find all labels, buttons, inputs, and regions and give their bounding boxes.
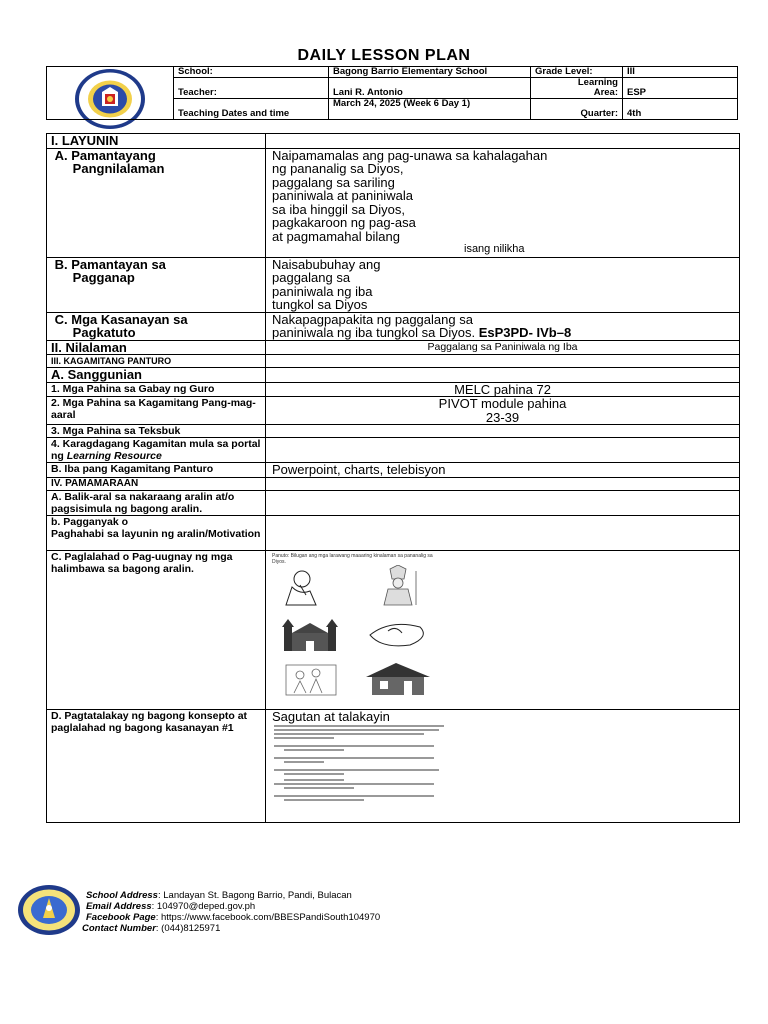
pamantayang-text: Naipamamalas ang pag-unawa sa kahalagahan ng pananalig sa Diyos, paggalang sa sariling paniniwala at paniniwala sa iba hinggil sa Diyos, pagkakaroon ng pag-asa at pagmamahal bilang isang nilikha (266, 148, 740, 257)
nilalaman-text: Paggalang sa Paniniwala ng Iba (266, 340, 740, 355)
iba-pang-text: Powerpoint, charts, telebisyon (266, 463, 740, 478)
footer-email: Email Address: 104970@deped.gov.ph (86, 901, 256, 912)
quarter-value: 4th (623, 99, 738, 120)
grade-value: III (623, 67, 738, 78)
pagganyak-label: b. Pagganyak o Paghahabi sa layunin ng aralin/Motivation (47, 515, 266, 550)
kagamitan-heading: III. KAGAMITANG PANTURO (47, 355, 266, 368)
competency-code: EsP3PD- IVb–8 (478, 325, 572, 340)
balik-aral-label: A. Balik-aral sa nakaraang aralin at/o pagsisimula ng bagong aralin. (47, 490, 266, 515)
dates-value: March 24, 2025 (Week 6 Day 1) (329, 99, 531, 120)
pamamaraan-heading: IV. PAMAMARAAN (47, 477, 266, 490)
nilalaman-label: II. Nilalaman (47, 340, 266, 355)
lesson-plan-table (46, 133, 740, 823)
pagtatalakay-text: Sagutan at talakayin (272, 708, 390, 724)
dates-label: Teaching Dates and time (174, 99, 329, 120)
school-label: School: (174, 67, 329, 78)
logo-cell (47, 67, 174, 120)
area-value: ESP (623, 78, 738, 99)
teacher-value: Lani R. Antonio (329, 78, 531, 99)
kasanayan-text: Nakapagpapakita ng paggalang sa paniniwala ng iba tungkol sa Diyos. EsP3PD- IVb–8 (266, 312, 740, 340)
iba-pang-label: B. Iba pang Kagamitang Panturo (47, 463, 266, 478)
pagtatalakay-cell (266, 709, 740, 823)
kagamitang-text: PIVOT module pahina 23-39 (266, 397, 740, 425)
quarter-label: Quarter: (531, 99, 623, 120)
worksheet-image (270, 723, 450, 819)
pagganap-label: B. Pamantayan sa Pagganap (47, 257, 266, 312)
gabay-text: MELC pahina 72 (266, 382, 740, 397)
sanggunian-heading: A. Sanggunian (47, 368, 266, 383)
footer-facebook: Facebook Page: https://www.facebook.com/BBESPandiSouth104970 (86, 912, 381, 923)
page-title: DAILY LESSON PLAN (297, 47, 471, 64)
pagganap-text: Naisabubuhay ang paggalang sa paniniwala ng iba tungkol sa Diyos (266, 257, 740, 312)
kagamitang-label: 2. Mga Pahina sa Kagamitang Pang-mag-aaral (47, 397, 266, 425)
pagtatalakay-label: D. Pagtatalakay ng bagong konsepto at paglalahad ng bagong kasanayan #1 (47, 709, 266, 823)
teacher-label: Teacher: (174, 78, 329, 99)
school-seal-logo (17, 884, 81, 936)
gabay-label: 1. Mga Pahina sa Gabay ng Guro (47, 382, 266, 397)
header-table (46, 66, 738, 120)
footer-contact (82, 890, 381, 934)
footer-address: School Address: Landayan St. Bagong Barrio, Pandi, Bulacan (86, 890, 352, 901)
footer-contact-number: Contact Number: (044)8125971 (82, 923, 221, 934)
worksheet-caption: Panuto: Bilugan ang mga larawang maaaring kinalaman sa pananalig sa Diyos. (272, 552, 433, 565)
teksbuk-label: 3. Mga Pahina sa Teksbuk (47, 425, 266, 438)
religious-pictures-illustration (270, 565, 450, 703)
grade-label: Grade Level: (531, 67, 623, 78)
karagdagang-label: 4. Karagdagang Kagamitan mula sa portal ng Learning Resource (47, 438, 266, 463)
school-value: Bagong Barrio Elementary School (329, 67, 531, 78)
kasanayan-label: C. Mga Kasanayan sa Pagkatuto (47, 312, 266, 340)
pamantayang-label: A. Pamantayang Pangnilalaman (47, 148, 266, 257)
paglalahad-images (266, 550, 740, 709)
paglalahad-label: C. Paglalahad o Pag-uugnay ng mga halimbawa sa bagong aralin. (47, 550, 266, 709)
layunin-heading: I. LAYUNIN (47, 134, 266, 149)
area-label: Learning Area: (531, 78, 623, 99)
